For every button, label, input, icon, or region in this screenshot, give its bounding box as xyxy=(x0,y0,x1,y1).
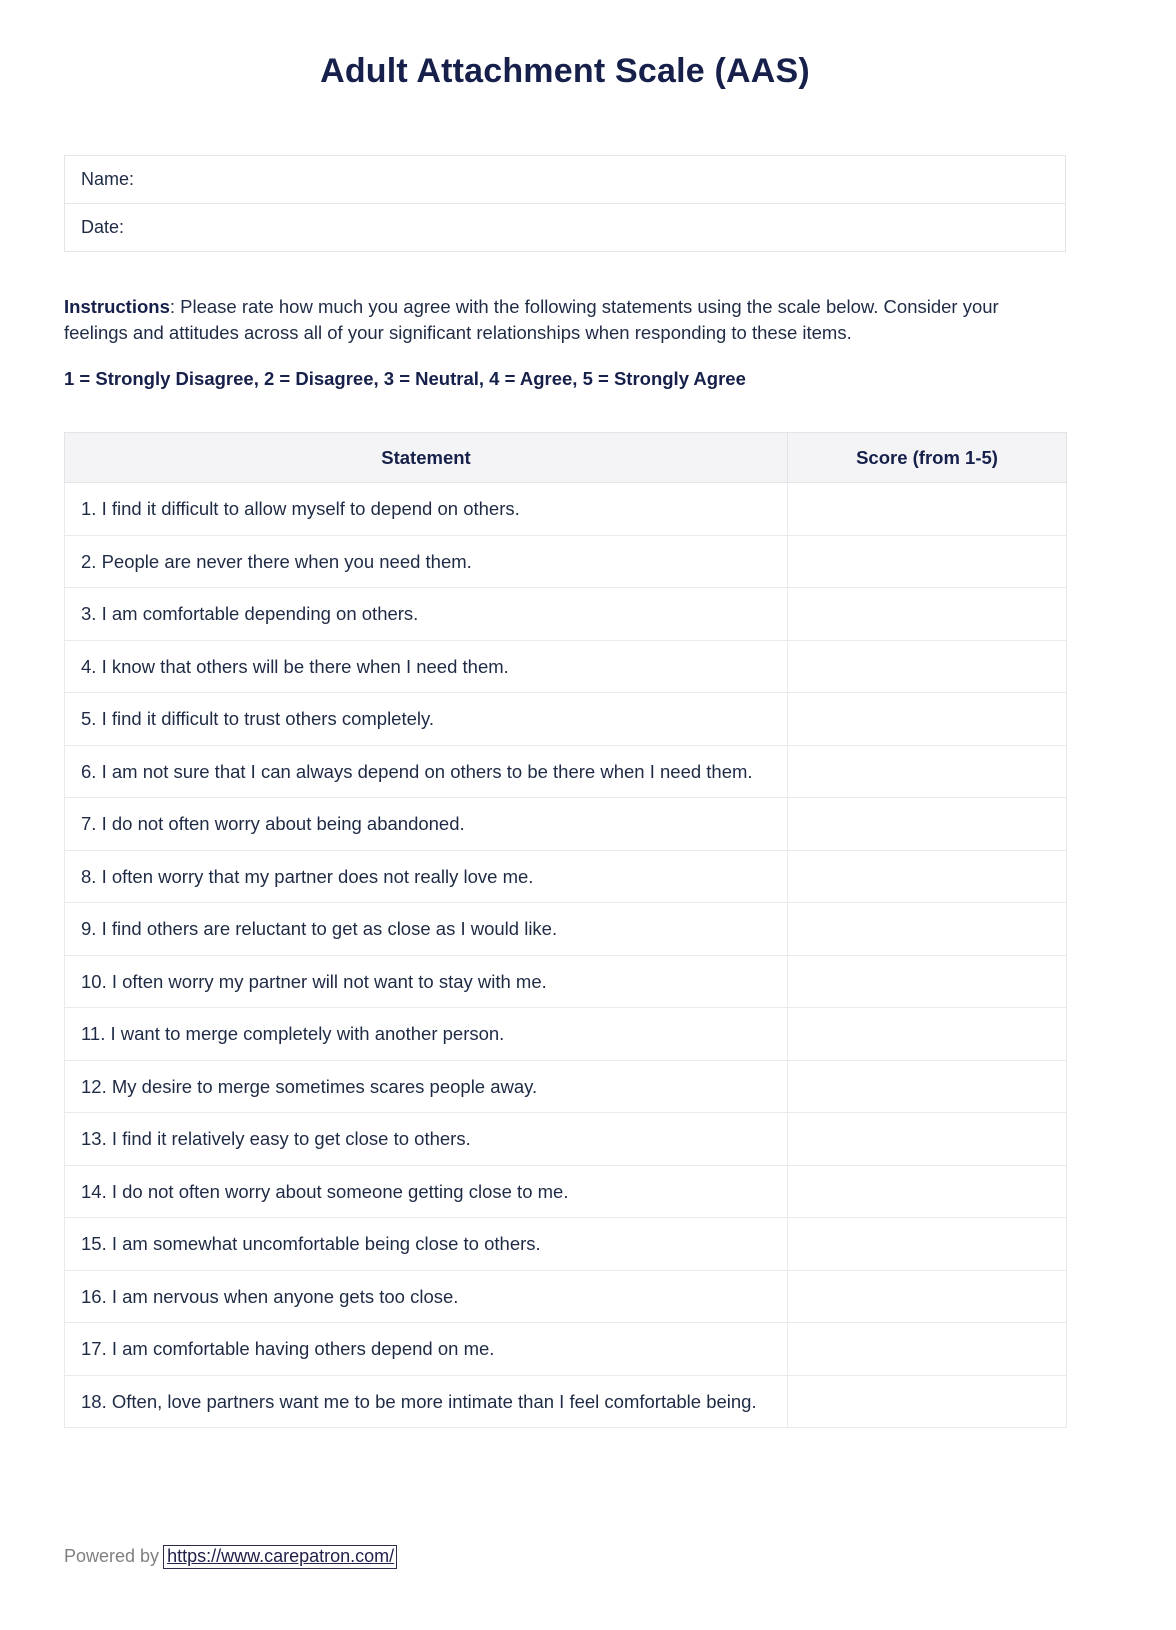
table-row xyxy=(65,745,1067,798)
statement-cell: 2. People are never there when you need them. xyxy=(65,535,788,588)
statement-cell: 10. I often worry my partner will not want to stay with me. xyxy=(65,955,788,1008)
carepatron-link-box[interactable] xyxy=(163,1545,397,1569)
powered-by-label: Powered by xyxy=(64,1546,160,1566)
statement-cell: 14. I do not often worry about someone getting close to me. xyxy=(65,1165,788,1218)
score-cell[interactable] xyxy=(788,588,1067,641)
column-header-statement: Statement xyxy=(65,433,788,483)
table-row xyxy=(65,483,1067,536)
score-cell[interactable] xyxy=(788,903,1067,956)
score-cell[interactable] xyxy=(788,798,1067,851)
column-header-score: Score (from 1-5) xyxy=(788,433,1067,483)
instructions-separator: : xyxy=(169,295,181,317)
table-row xyxy=(65,693,1067,746)
statement-cell: 1. I find it difficult to allow myself to depend on others. xyxy=(65,483,788,536)
score-cell[interactable] xyxy=(788,1323,1067,1376)
score-cell[interactable] xyxy=(788,745,1067,798)
score-cell[interactable] xyxy=(788,1060,1067,1113)
statement-cell: 16. I am nervous when anyone gets too close. xyxy=(65,1270,788,1323)
statement-cell: 12. My desire to merge sometimes scares people away. xyxy=(65,1060,788,1113)
score-cell[interactable] xyxy=(788,1270,1067,1323)
instructions-body: Please rate how much you agree with the following statements using the scale below. Consider your feelings and attitudes across all of your significant relationships when responding to these items. xyxy=(64,295,999,343)
statement-cell: 5. I find it difficult to trust others completely. xyxy=(65,693,788,746)
score-cell[interactable] xyxy=(788,955,1067,1008)
score-cell[interactable] xyxy=(788,1375,1067,1428)
table-row xyxy=(65,1323,1067,1376)
table-row xyxy=(65,640,1067,693)
statement-cell: 7. I do not often worry about being abandoned. xyxy=(65,798,788,851)
score-cell[interactable] xyxy=(788,640,1067,693)
table-row xyxy=(65,1113,1067,1166)
page-content xyxy=(64,0,1066,1428)
table-row xyxy=(65,1008,1067,1061)
table-row xyxy=(65,588,1067,641)
statement-cell: 3. I am comfortable depending on others. xyxy=(65,588,788,641)
table-row xyxy=(65,535,1067,588)
table-row xyxy=(65,955,1067,1008)
rating-scale-legend: 1 = Strongly Disagree, 2 = Disagree, 3 = Neutral, 4 = Agree, 5 = Strongly Agree xyxy=(64,368,746,390)
score-cell[interactable] xyxy=(788,535,1067,588)
score-cell[interactable] xyxy=(788,483,1067,536)
table-row xyxy=(65,1060,1067,1113)
table-row xyxy=(65,903,1067,956)
date-field[interactable]: Date: xyxy=(65,203,1066,251)
statement-cell: 13. I find it relatively easy to get close to others. xyxy=(65,1113,788,1166)
table-row xyxy=(65,1375,1067,1428)
score-cell[interactable] xyxy=(788,1165,1067,1218)
carepatron-link[interactable]: https://www.carepatron.com/ xyxy=(167,1546,395,1566)
table-row xyxy=(65,1218,1067,1271)
score-cell[interactable] xyxy=(788,693,1067,746)
assessment-items-body xyxy=(65,483,1067,1428)
name-field[interactable]: Name: xyxy=(65,155,1066,203)
statement-cell: 8. I often worry that my partner does not really love me. xyxy=(65,850,788,903)
score-cell[interactable] xyxy=(788,850,1067,903)
table-row xyxy=(65,1270,1067,1323)
score-cell[interactable] xyxy=(788,1008,1067,1061)
page-title: Adult Attachment Scale (AAS) xyxy=(320,52,810,90)
table-row xyxy=(65,155,1066,203)
table-row xyxy=(65,850,1067,903)
statement-cell: 15. I am somewhat uncomfortable being close to others. xyxy=(65,1218,788,1271)
score-cell[interactable] xyxy=(788,1218,1067,1271)
table-header-row xyxy=(65,433,1067,483)
statement-cell: 11. I want to merge completely with another person. xyxy=(65,1008,788,1061)
statement-cell: 18. Often, love partners want me to be more intimate than I feel comfortable being. xyxy=(65,1375,788,1428)
table-row xyxy=(65,1165,1067,1218)
statement-cell: 9. I find others are reluctant to get as close as I would like. xyxy=(65,903,788,956)
statement-cell: 17. I am comfortable having others depend on me. xyxy=(65,1323,788,1376)
table-row xyxy=(65,798,1067,851)
footer xyxy=(64,1545,397,1569)
statement-cell: 6. I am not sure that I can always depend on others to be there when I need them. xyxy=(65,745,788,798)
instructions-paragraph xyxy=(64,294,1046,347)
statement-cell: 4. I know that others will be there when I need them. xyxy=(65,640,788,693)
patient-info-table xyxy=(64,155,1066,252)
instructions-label: Instructions xyxy=(64,295,170,317)
table-row xyxy=(65,203,1066,251)
score-cell[interactable] xyxy=(788,1113,1067,1166)
assessment-items-table xyxy=(64,432,1067,1428)
